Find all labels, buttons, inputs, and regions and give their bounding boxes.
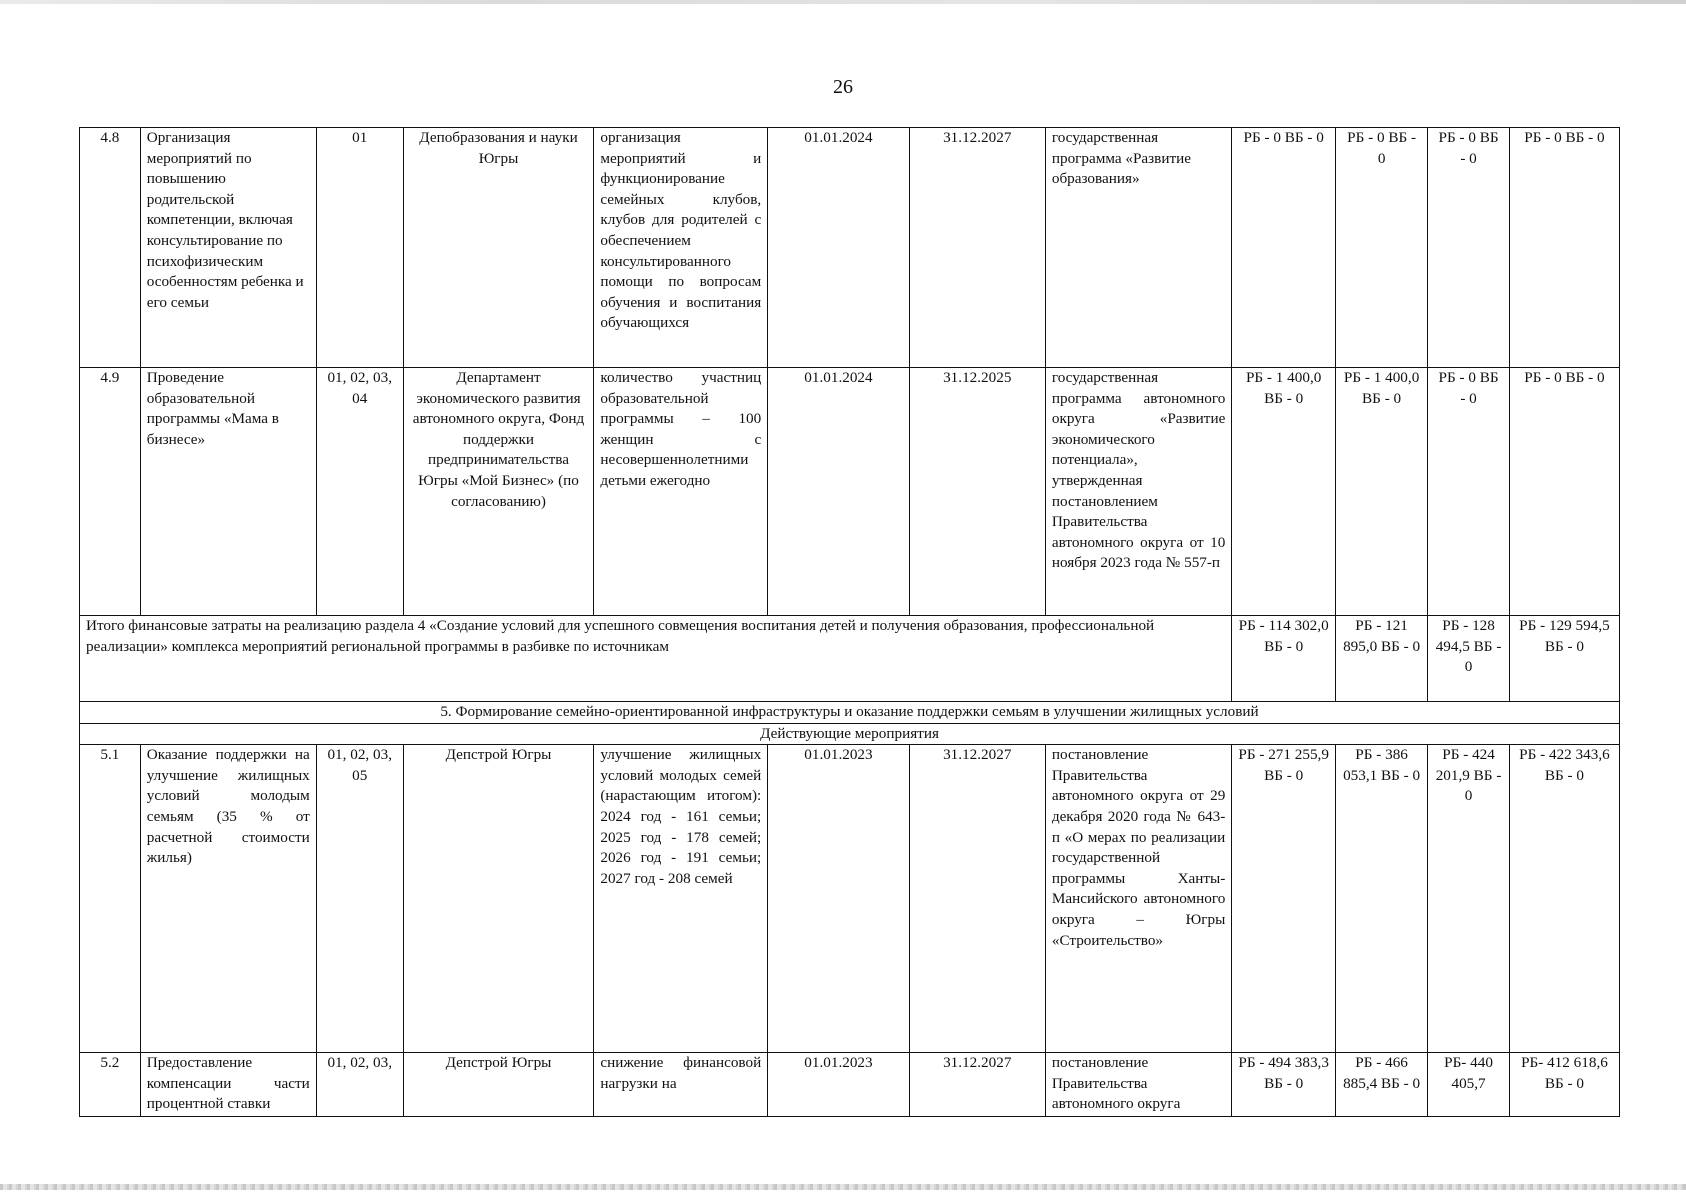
section-4-total-label: Итого финансовые затраты на реализацию раздела 4 «Создание условий для успешного совмещения воспитания детей и получения образования, профессиональной реализации» комплекса мероприятий региональной программы в разбивке по источникам — [80, 616, 1232, 702]
executor: Депстрой Югры — [403, 745, 594, 1053]
measure-name: Оказание поддержки на улучшение жилищных условий молодым семьям (35 % от расчетной стоимости жилья) — [140, 745, 316, 1053]
task-codes: 01, 02, 03, — [316, 1053, 403, 1117]
start-date: 01.01.2023 — [768, 1053, 909, 1117]
task-codes: 01, 02, 03, 05 — [316, 745, 403, 1053]
table-row-5-1 — [80, 745, 1620, 1053]
task-codes: 01 — [316, 128, 403, 368]
total-funding-2025: РБ - 121 895,0 ВБ - 0 — [1336, 616, 1428, 702]
end-date: 31.12.2025 — [909, 368, 1045, 616]
funding-2024: РБ - 494 383,3 ВБ - 0 — [1232, 1053, 1336, 1117]
row-number: 5.1 — [80, 745, 141, 1053]
funding-2026: РБ - 0 ВБ - 0 — [1428, 368, 1510, 616]
funding-2025: РБ - 0 ВБ - 0 — [1336, 128, 1428, 368]
end-date: 31.12.2027 — [909, 745, 1045, 1053]
scan-edge-top — [0, 0, 1686, 4]
end-date: 31.12.2027 — [909, 1053, 1045, 1117]
funding-2026: РБ - 424 201,9 ВБ - 0 — [1428, 745, 1510, 1053]
funding-2027: РБ- 412 618,6 ВБ - 0 — [1509, 1053, 1619, 1117]
scan-edge-bottom — [0, 1184, 1686, 1190]
measure-name: Проведение образовательной программы «Мама в бизнесе» — [140, 368, 316, 616]
program-reference: государственная программа автономного округа «Развитие экономического потенциала», утвержденная постановлением Правительства автономного округа от 10 ноября 2023 года № 557-п — [1045, 368, 1231, 616]
program-reference: государственная программа «Развитие образования» — [1045, 128, 1231, 368]
funding-2027: РБ - 0 ВБ - 0 — [1509, 128, 1619, 368]
expected-result: снижение финансовой нагрузки на — [594, 1053, 768, 1117]
table-row-4-9 — [80, 368, 1620, 616]
end-date: 31.12.2027 — [909, 128, 1045, 368]
expected-result: улучшение жилищных условий молодых семей (нарастающим итогом): 2024 год - 161 семьи; 2025 год - 178 семей; 2026 год - 191 семьи; 2027 год - 208 семей — [594, 745, 768, 1053]
executor: Депобразования и науки Югры — [403, 128, 594, 368]
funding-2026: РБ - 0 ВБ - 0 — [1428, 128, 1510, 368]
funding-2025: РБ - 466 885,4 ВБ - 0 — [1336, 1053, 1428, 1117]
task-codes: 01, 02, 03, 04 — [316, 368, 403, 616]
section-5-title: 5. Формирование семейно-ориентированной инфраструктуры и оказание поддержки семьям в улучшении жилищных условий — [80, 702, 1620, 724]
total-funding-2026: РБ - 128 494,5 ВБ - 0 — [1428, 616, 1510, 702]
section-5-header-row — [80, 702, 1620, 724]
funding-2025: РБ - 1 400,0 ВБ - 0 — [1336, 368, 1428, 616]
executor: Департамент экономического развития автономного округа, Фонд поддержки предпринимательства Югры «Мой Бизнес» (по согласованию) — [403, 368, 594, 616]
funding-2025: РБ - 386 053,1 ВБ - 0 — [1336, 745, 1428, 1053]
funding-2024: РБ - 0 ВБ - 0 — [1232, 128, 1336, 368]
total-funding-2027: РБ - 129 594,5 ВБ - 0 — [1509, 616, 1619, 702]
measure-name: Предоставление компенсации части процентной ставки — [140, 1053, 316, 1117]
page-number: 26 — [833, 76, 853, 98]
row-number: 4.9 — [80, 368, 141, 616]
row-number: 5.2 — [80, 1053, 141, 1117]
start-date: 01.01.2024 — [768, 128, 909, 368]
table-row-total-section-4 — [80, 616, 1620, 702]
row-number: 4.8 — [80, 128, 141, 368]
funding-2027: РБ - 0 ВБ - 0 — [1509, 368, 1619, 616]
funding-2024: РБ - 271 255,9 ВБ - 0 — [1232, 745, 1336, 1053]
measure-name: Организация мероприятий по повышению родительской компетенции, включая консультирование по психофизическим особенностям ребенка и его семьи — [140, 128, 316, 368]
funding-2026: РБ- 440 405,7 — [1428, 1053, 1510, 1117]
current-measures-label: Действующие мероприятия — [80, 723, 1620, 745]
measures-table — [79, 127, 1620, 1117]
executor: Депстрой Югры — [403, 1053, 594, 1117]
program-reference: постановление Правительства автономного округа — [1045, 1053, 1231, 1117]
expected-result: количество участниц образовательной программы – 100 женщин с несовершеннолетними детьми ежегодно — [594, 368, 768, 616]
start-date: 01.01.2024 — [768, 368, 909, 616]
total-funding-2024: РБ - 114 302,0 ВБ - 0 — [1232, 616, 1336, 702]
table-row-5-2 — [80, 1053, 1620, 1117]
start-date: 01.01.2023 — [768, 745, 909, 1053]
funding-2027: РБ - 422 343,6 ВБ - 0 — [1509, 745, 1619, 1053]
expected-result: организация мероприятий и функционирование семейных клубов, клубов для родителей с обеспечением консультированного помощи по вопросам обучения и воспитания обучающихся — [594, 128, 768, 368]
table-row-4-8 — [80, 128, 1620, 368]
funding-2024: РБ - 1 400,0 ВБ - 0 — [1232, 368, 1336, 616]
current-measures-row — [80, 723, 1620, 745]
program-reference: постановление Правительства автономного округа от 29 декабря 2020 года № 643-п «О мерах по реализации государственной программы Ханты-Мансийского автономного округа – Югры «Строительство» — [1045, 745, 1231, 1053]
